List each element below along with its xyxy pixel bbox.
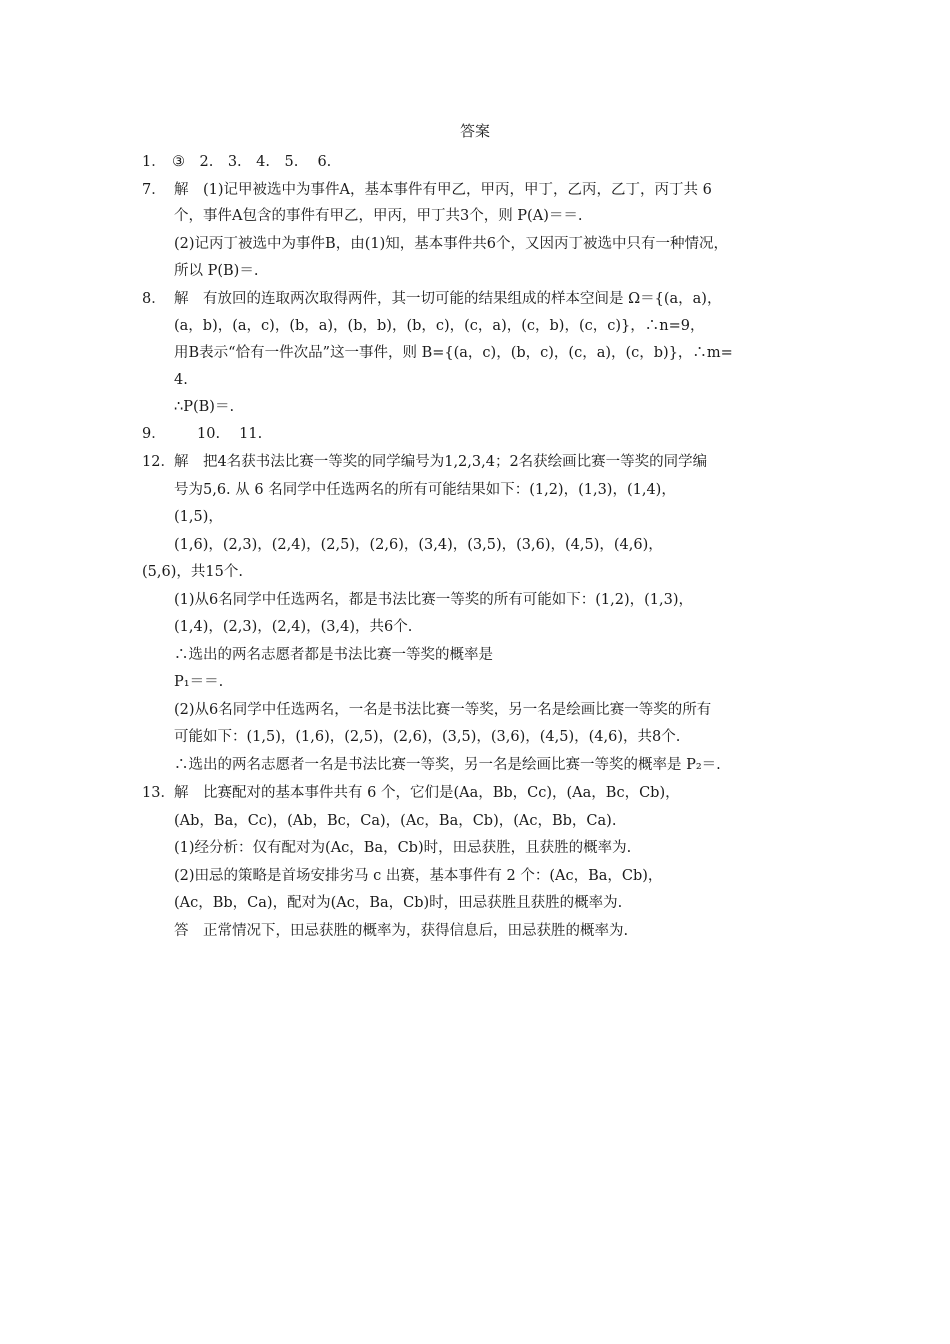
answer-line: 10. 11. bbox=[168, 426, 263, 442]
answer-line: 解 比赛配对的基本事件共有 6 个，它们是(Aa，Bb，Cc)，(Aa，Bc，Cb)， bbox=[174, 785, 680, 801]
answer-line: 所以 P(B)＝. bbox=[174, 263, 259, 279]
answer-line: 4. bbox=[174, 372, 188, 388]
answer-line: (1)经分析：仅有配对为(Ac，Ba，Cb)时，田忌获胜，且获胜的概率为. bbox=[174, 840, 632, 856]
item-number: 13． bbox=[142, 785, 175, 801]
item-number: 9． bbox=[142, 426, 166, 442]
item-number: 7． bbox=[142, 182, 166, 198]
answer-line: 解 把4名获书法比赛一等奖的同学编号为1,2,3,4；2名获绘画比赛一等奖的同学编 bbox=[174, 454, 708, 470]
answer-line: 用B表示“恰有一件次品”这一事件，则 B={(a，c)，(b，c)，(c，a)，(c，b)}，∴m= bbox=[174, 345, 733, 361]
item-number: 12． bbox=[142, 454, 175, 470]
answer-line: (1,5)， bbox=[174, 509, 223, 525]
answer-line: ∴选出的两名志愿者都是书法比赛一等奖的概率是 bbox=[174, 647, 493, 663]
answer-line: (5,6)，共15个. bbox=[142, 564, 243, 580]
answer-line: ∴P(B)＝. bbox=[174, 399, 235, 415]
answer-line: 解 有放回的连取两次取得两件，其一切可能的结果组成的样本空间是 Ω＝{(a，a)， bbox=[174, 291, 722, 307]
answer-line: (1,6)，(2,3)，(2,4)，(2,5)，(2,6)，(3,4)，(3,5)，(3,6)，(4,5)，(4,6)， bbox=[174, 537, 663, 553]
answer-line: (1,4)，(2,3)，(2,4)，(3,4)，共6个. bbox=[174, 619, 413, 635]
answer-line: 解 (1)记甲被选中为事件A，基本事件有甲乙，甲丙，甲丁，乙丙，乙丁，丙丁共 6 bbox=[174, 182, 712, 198]
answer-line: 号为5,6. 从 6 名同学中任选两名的所有可能结果如下：(1,2)，(1,3)，(1,4)， bbox=[174, 482, 676, 498]
answer-line: (2)记丙丁被选中为事件B，由(1)知，基本事件共6个，又因丙丁被选中只有一种情况， bbox=[174, 236, 728, 252]
answer-line: 可能如下：(1,5)，(1,6)，(2,5)，(2,6)，(3,5)，(3,6)，(4,5)，(4,6)，共8个. bbox=[174, 729, 681, 745]
item-number: 1． bbox=[142, 154, 166, 170]
answer-line: (2)从6名同学中任选两名，一名是书法比赛一等奖，另一名是绘画比赛一等奖的所有 bbox=[174, 702, 712, 718]
answer-line: ③ 2. 3. 4. 5. 6. bbox=[172, 154, 332, 170]
answer-line: (a，b)，(a，c)，(b，a)，(b，b)，(b，c)，(c，a)，(c，b)，(c，c)}，∴n=9， bbox=[174, 318, 705, 334]
answer-line: (Ac，Bb，Ca)，配对为(Ac，Ba，Cb)时，田忌获胜且获胜的概率为. bbox=[174, 895, 623, 911]
answer-line: ∴选出的两名志愿者一名是书法比赛一等奖，另一名是绘画比赛一等奖的概率是 P₂＝. bbox=[174, 757, 721, 773]
item-number: 8． bbox=[142, 291, 166, 307]
page-title: 答案 bbox=[459, 122, 490, 140]
answer-line: 个，事件A包含的事件有甲乙，甲丙，甲丁共3个，则 P(A)＝＝. bbox=[174, 208, 583, 224]
answer-line: 答 正常情况下，田忌获胜的概率为，获得信息后，田忌获胜的概率为. bbox=[174, 923, 629, 939]
answer-line: P₁＝＝. bbox=[174, 674, 224, 690]
answer-line: (Ab，Ba，Cc)，(Ab，Bc，Ca)，(Ac，Ba，Cb)，(Ac，Bb，Ca). bbox=[174, 813, 617, 829]
answer-line: (2)田忌的策略是首场安排劣马 c 出赛，基本事件有 2 个：(Ac，Ba，Cb)， bbox=[174, 868, 663, 884]
answer-line: (1)从6名同学中任选两名，都是书法比赛一等奖的所有可能如下：(1,2)，(1,3)， bbox=[174, 592, 694, 608]
